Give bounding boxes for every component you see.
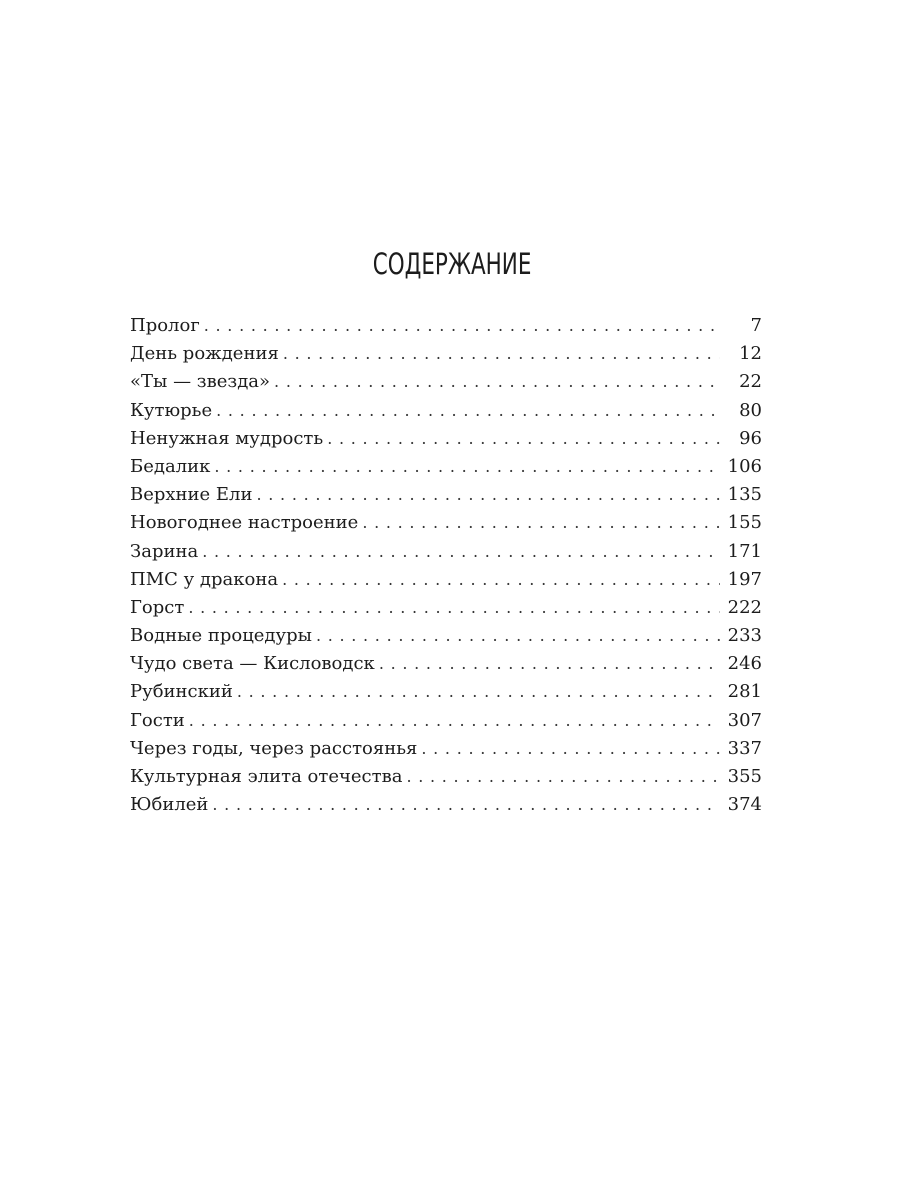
toc-entry bbox=[130, 340, 762, 368]
toc-entry-page-number: 106 bbox=[727, 455, 762, 477]
toc-dot-leader bbox=[257, 481, 721, 509]
toc-dot-leader bbox=[237, 678, 720, 706]
toc-dot-leader bbox=[379, 650, 720, 678]
toc-entry-label: Ненужная мудрость bbox=[130, 427, 324, 449]
toc-entry-page-number: 222 bbox=[727, 596, 762, 618]
toc-entry bbox=[130, 509, 762, 537]
toc-dot-leader bbox=[362, 509, 720, 537]
toc-entry-label: «Ты — звезда» bbox=[130, 371, 271, 393]
toc-entry-page-number: 281 bbox=[727, 681, 762, 703]
toc-dot-leader bbox=[327, 425, 720, 453]
toc-entry-page-number: 337 bbox=[727, 737, 762, 759]
toc-entry bbox=[130, 538, 762, 566]
toc-dot-leader bbox=[316, 622, 720, 650]
toc-entry-page-number: 155 bbox=[727, 512, 762, 534]
toc-entry-label: Новогоднее настроение bbox=[130, 512, 359, 534]
toc-entry bbox=[130, 453, 762, 481]
toc-entry-label: Пролог bbox=[130, 315, 200, 336]
toc-entry bbox=[130, 594, 762, 622]
toc-entry-page-number: 197 bbox=[727, 568, 762, 590]
toc-entry-label: День рождения bbox=[130, 343, 279, 365]
toc-entry bbox=[130, 763, 762, 791]
toc-entry-page-number: 22 bbox=[739, 371, 762, 393]
toc-entry-page-number: 246 bbox=[727, 653, 762, 675]
toc-entry-label: Юбилей bbox=[130, 794, 209, 816]
toc-entry bbox=[130, 425, 762, 453]
toc-entry bbox=[130, 312, 762, 340]
toc-dot-leader bbox=[188, 594, 720, 622]
toc-entry-page-number: 355 bbox=[727, 766, 762, 787]
toc-entry bbox=[130, 678, 762, 706]
toc-entry-page-number: 171 bbox=[727, 540, 762, 562]
toc-entry bbox=[130, 566, 762, 594]
toc-entry-label: ПМС у дракона bbox=[130, 568, 279, 590]
toc-entry bbox=[130, 707, 762, 735]
toc-entry-page-number: 374 bbox=[727, 794, 762, 816]
toc-entry-page-number: 7 bbox=[750, 315, 762, 336]
toc-entry-label: Культурная элита отечества bbox=[130, 766, 403, 787]
toc-entry-page-number: 307 bbox=[727, 709, 762, 731]
toc-entry bbox=[130, 650, 762, 678]
toc-entry bbox=[130, 622, 762, 650]
toc-entry-label: Через годы, через расстоянья bbox=[130, 737, 418, 759]
toc-entry-label: Рубинский bbox=[130, 681, 233, 703]
toc-entry-label: Кутюрье bbox=[130, 399, 213, 421]
toc-entry-label: Водные процедуры bbox=[130, 625, 312, 647]
toc-dot-leader bbox=[274, 368, 720, 396]
toc-entry-label: Горст bbox=[130, 596, 185, 618]
toc-entry bbox=[130, 735, 762, 763]
toc-dot-leader bbox=[214, 453, 720, 481]
page-title: СОДЕРЖАНИЕ bbox=[372, 247, 532, 281]
toc-entry-label: Бедалик bbox=[130, 455, 211, 477]
toc-entry-page-number: 96 bbox=[739, 427, 762, 449]
toc-dot-leader bbox=[212, 791, 720, 819]
toc-entry-label: Зарина bbox=[130, 540, 199, 562]
toc-entry-label: Верхние Ели bbox=[130, 484, 253, 506]
toc-dot-leader bbox=[216, 397, 720, 425]
toc-entry bbox=[130, 791, 762, 819]
toc-entry-page-number: 80 bbox=[739, 399, 762, 421]
toc-entry bbox=[130, 368, 762, 396]
toc-entry bbox=[130, 397, 762, 425]
toc-entry-label: Гости bbox=[130, 709, 185, 731]
toc-entry-page-number: 12 bbox=[739, 343, 762, 365]
toc-entry-label: Чудо света — Кисловодск bbox=[130, 653, 375, 675]
toc-dot-leader bbox=[189, 707, 720, 735]
toc-dot-leader bbox=[406, 763, 720, 791]
toc-entry-page-number: 135 bbox=[727, 484, 762, 506]
toc-entry-page-number: 233 bbox=[727, 625, 762, 647]
toc-dot-leader bbox=[204, 312, 720, 340]
toc-dot-leader bbox=[202, 538, 720, 566]
table-of-contents bbox=[130, 312, 762, 819]
toc-dot-leader bbox=[283, 340, 720, 368]
toc-dot-leader bbox=[421, 735, 720, 763]
toc-dot-leader bbox=[282, 566, 720, 594]
toc-entry bbox=[130, 481, 762, 509]
